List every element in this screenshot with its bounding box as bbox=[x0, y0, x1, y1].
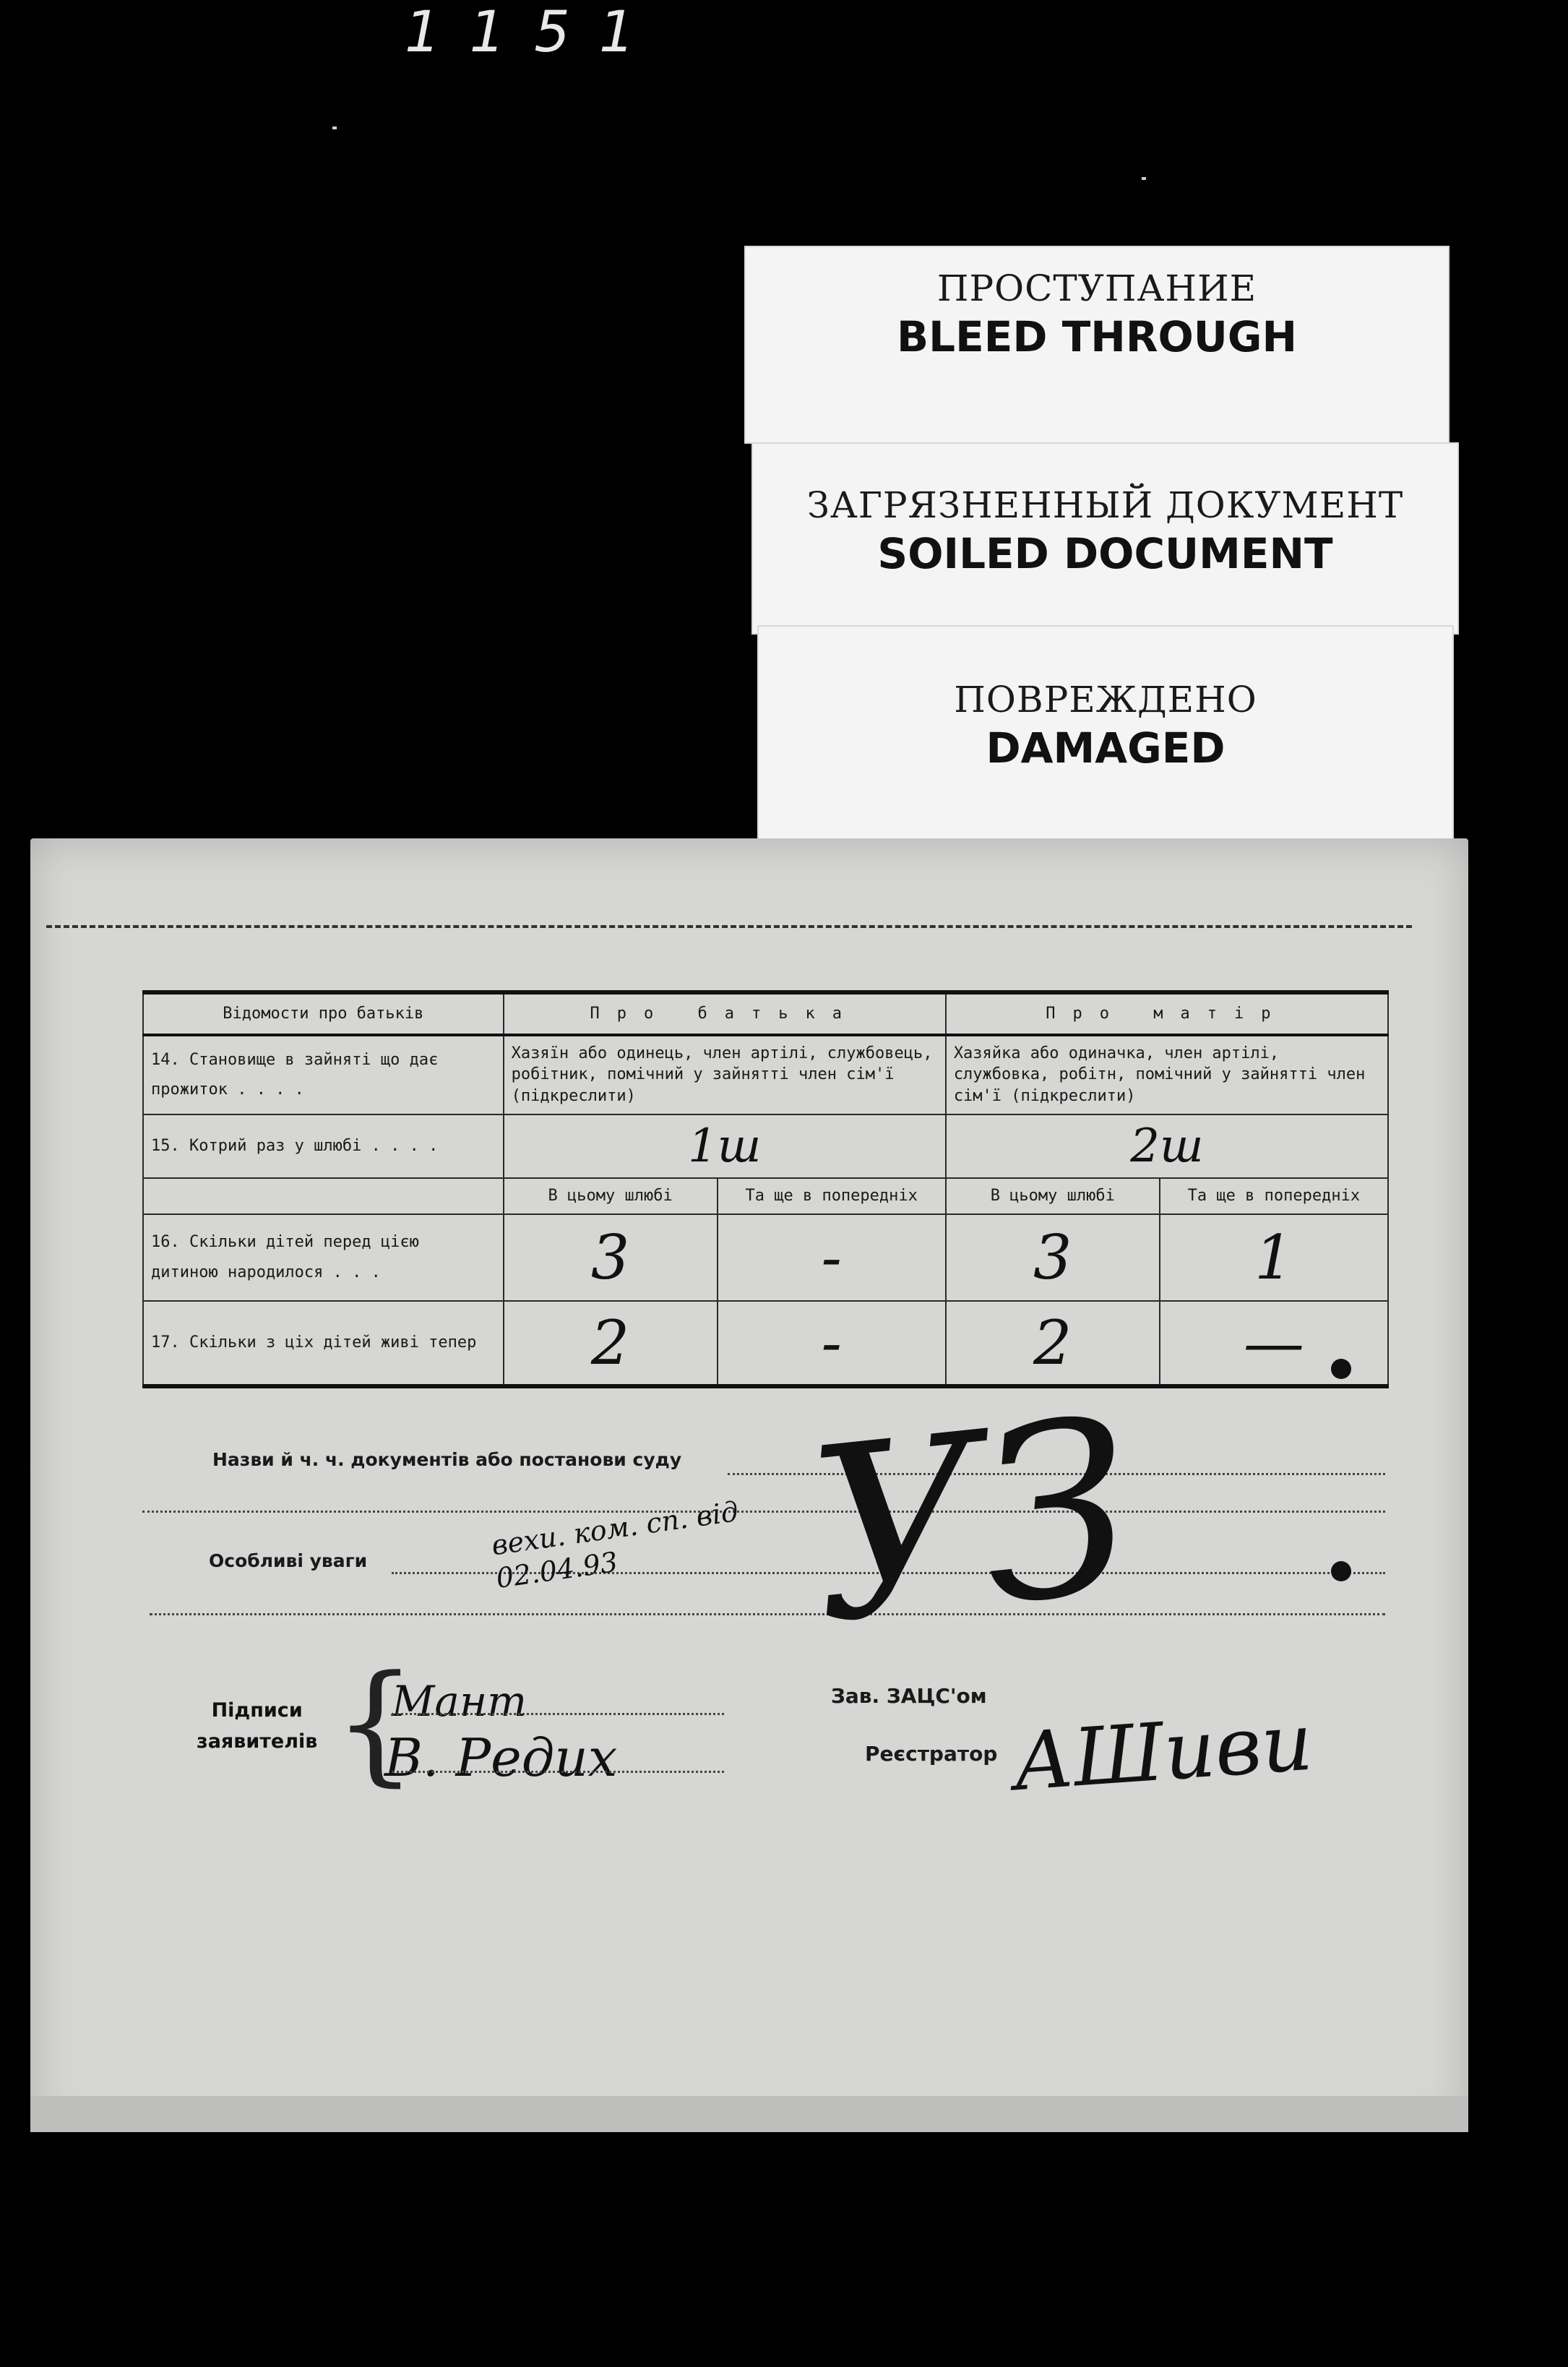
head-zags-label: Зав. ЗАЦС'ом bbox=[831, 1684, 987, 1708]
row14-label: 14. Становище в зайняті що дає прожиток . . . . bbox=[143, 1035, 504, 1114]
film-frame-number: 1151 bbox=[405, 0, 664, 65]
flag-bleed-ru: ПРОСТУПАНИЕ bbox=[936, 267, 1257, 309]
flag-damaged-ru: ПОВРЕЖДЕНО bbox=[954, 679, 1257, 721]
row17-mother-this: 2 bbox=[946, 1301, 1160, 1386]
row17-father-prev: - bbox=[718, 1301, 946, 1386]
remarks-label: Особливі уваги bbox=[209, 1550, 368, 1571]
film-speck bbox=[1142, 177, 1146, 180]
signature-brace: { bbox=[334, 1648, 417, 1799]
flag-bleed-en: BLEED THROUGH bbox=[896, 312, 1298, 361]
film-speck bbox=[332, 126, 337, 129]
flag-damaged-en: DAMAGED bbox=[986, 723, 1225, 773]
punch-hole bbox=[1331, 1561, 1351, 1581]
applicants-signature-label bbox=[197, 1695, 317, 1757]
table-header-row bbox=[143, 992, 1388, 1035]
parents-info-table bbox=[142, 990, 1389, 1388]
table-subheader-row bbox=[143, 1178, 1388, 1214]
applicants-label-line2: заявителів bbox=[197, 1730, 318, 1753]
header-parents-info: Відомости про батьків bbox=[143, 992, 504, 1035]
flag-soiled-document bbox=[751, 442, 1459, 635]
applicant-signature-1: Мант bbox=[392, 1677, 527, 1726]
header-mother: Про матір bbox=[946, 992, 1388, 1035]
row14-father-options: Хазяїн або одинець, член артілі, службовець, робітник, помічний у зайнятті член сім'ї (підкреслити) bbox=[504, 1035, 946, 1114]
perforation-line bbox=[46, 925, 1412, 928]
registrar-signature: АШиви bbox=[1010, 1695, 1316, 1809]
applicant-sig-line-1 bbox=[392, 1713, 724, 1715]
row17-mother-prev: — bbox=[1160, 1301, 1388, 1386]
applicant-sig-line-2 bbox=[392, 1771, 724, 1773]
row17-father-this: 2 bbox=[504, 1301, 718, 1386]
subheader-father-this: В цьому шлюбі bbox=[504, 1178, 718, 1214]
punch-hole bbox=[1331, 1359, 1351, 1379]
row15-mother-value: 2ш bbox=[946, 1114, 1388, 1178]
registrar-label: Реєстратор bbox=[865, 1742, 998, 1766]
applicant-signature-2: В. Редих bbox=[384, 1727, 618, 1788]
page-bottom-edge bbox=[30, 2096, 1468, 2132]
flag-soiled-en: SOILED DOCUMENT bbox=[877, 529, 1333, 578]
row15-label: 15. Котрий раз у шлюбі . . . . bbox=[143, 1114, 504, 1178]
registry-form-page bbox=[30, 838, 1468, 2132]
row16-mother-this: 3 bbox=[946, 1214, 1160, 1301]
row17-label: 17. Скільки з ціх дітей живі тепер bbox=[143, 1301, 504, 1386]
row16-label: 16. Скільки дітей перед цією дитиною народилося . . . bbox=[143, 1214, 504, 1301]
remarks-line-2 bbox=[150, 1613, 1385, 1615]
subheader-mother-this: В цьому шлюбі bbox=[946, 1178, 1160, 1214]
table-row-17 bbox=[143, 1301, 1388, 1386]
flag-damaged bbox=[757, 625, 1454, 841]
table-row-16 bbox=[143, 1214, 1388, 1301]
applicants-label-line1: Підписи bbox=[211, 1699, 303, 1722]
row14-mother-options: Хазяйка або одиначка, член артілі, службовка, робітн, помічний у зайнятті член сім'ї (підкреслити) bbox=[946, 1035, 1388, 1114]
big-handwritten-mark: УЗ bbox=[797, 1366, 1145, 1677]
row16-mother-prev: 1 bbox=[1160, 1214, 1388, 1301]
subheader-mother-prev: Та ще в попередніх bbox=[1160, 1178, 1388, 1214]
table-row-15 bbox=[143, 1114, 1388, 1178]
flag-soiled-ru: ЗАГРЯЗНЕННЫЙ ДОКУМЕНТ bbox=[806, 484, 1404, 526]
subheader-empty bbox=[143, 1178, 504, 1214]
row16-father-prev: - bbox=[718, 1214, 946, 1301]
row15-father-value: 1ш bbox=[504, 1114, 946, 1178]
remarks-handwritten: вехи. ком. сп. від 02.04.93 bbox=[489, 1495, 741, 1594]
table-row-14 bbox=[143, 1035, 1388, 1114]
subheader-father-prev: Та ще в попередніх bbox=[718, 1178, 946, 1214]
documents-label: Назви й ч. ч. документів або постанови суду bbox=[212, 1449, 682, 1470]
header-father: Про батька bbox=[504, 992, 946, 1035]
row16-father-this: 3 bbox=[504, 1214, 718, 1301]
flag-bleed-through bbox=[744, 246, 1449, 444]
